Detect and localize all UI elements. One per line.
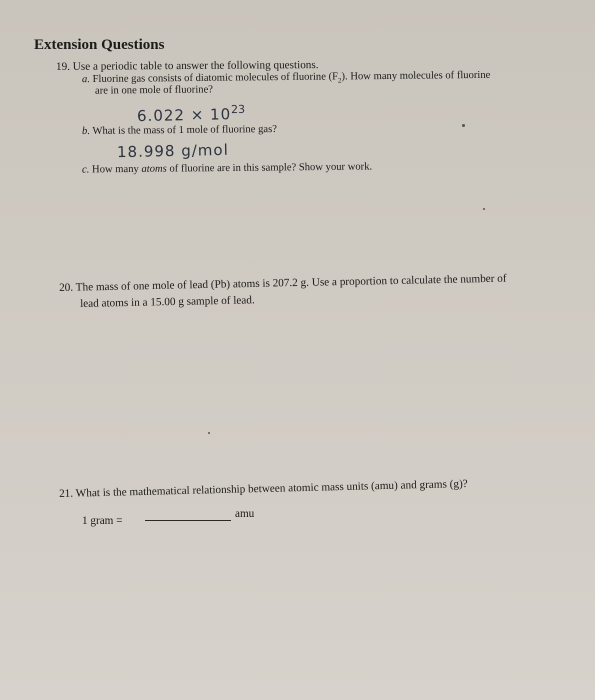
part-text-emphasis: atoms <box>141 163 167 175</box>
question-19a-line2: are in one mole of fluorine? <box>94 84 214 97</box>
question-number: 20. <box>59 281 74 294</box>
question-20 <box>59 273 507 294</box>
question-20-line2: lead atoms in a 15.00 g sample of lead. <box>80 294 255 310</box>
question-19 <box>56 59 319 73</box>
part-text-before: How many <box>91 163 142 176</box>
part-text-after: of fluorine are in this sample? Show your work. <box>166 161 373 175</box>
answer-exponent: 23 <box>230 102 246 117</box>
answer-mantissa: 6.022 × 10 <box>136 105 232 126</box>
answer-blank <box>145 520 231 521</box>
handwritten-answer-19b: 18.998 g/mol <box>116 140 229 162</box>
part-letter: a. <box>81 74 91 86</box>
question-number: 21. <box>59 487 74 500</box>
part-text: Fluorine gas consists of diatomic molecules of fluorine (F <box>92 71 339 86</box>
question-text: Use a periodic table to answer the following questions. <box>72 59 319 73</box>
part-letter: b. <box>81 125 91 138</box>
q21-unit: amu <box>235 508 255 520</box>
question-21 <box>59 478 468 500</box>
paper-speck <box>208 432 210 434</box>
question-text: The mass of one mole of lead (Pb) atoms is 207.2 g. Use a proportion to calculate the number of <box>75 272 507 294</box>
part-text: What is the mass of 1 mole of fluorine gas? <box>92 123 277 137</box>
paper-speck <box>462 124 465 127</box>
question-19b <box>82 124 277 137</box>
question-number: 19. <box>55 60 71 73</box>
handwritten-answer-19a <box>137 103 246 125</box>
subscript: 2 <box>337 76 342 85</box>
part-text-end: ). How many molecules of fluorine <box>341 69 491 83</box>
part-letter: c. <box>81 164 90 176</box>
question-19c <box>82 161 372 175</box>
paper-speck <box>483 208 485 210</box>
section-heading: Extension Questions <box>34 37 165 53</box>
q21-lhs: 1 gram = <box>82 515 123 527</box>
question-text: What is the mathematical relationship between atomic mass units (amu) and grams (g)? <box>75 478 468 500</box>
